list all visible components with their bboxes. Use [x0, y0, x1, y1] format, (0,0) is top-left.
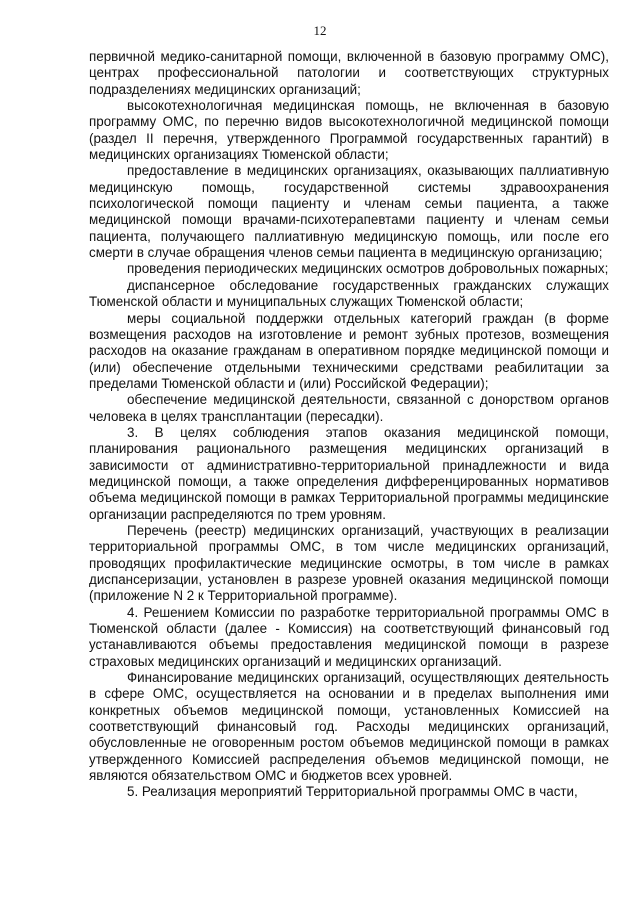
paragraph: высокотехнологичная медицинская помощь, не включенная в базовую программу ОМС, по перечню видов высокотехнологичной медицинской помощи (раздел II перечня, утвержденного Программой государственных гарантий) в медицинских организациях Тюменской области;: [89, 98, 609, 163]
paragraph: Финансирование медицинских организаций, осуществляющих деятельность в сфере ОМС, осуществляется на основании и в пределах выполнения ими конкретных объемов медицинской помощи, установленных Комиссией на соответствующий финансовый год. Расходы медицинских организаций, обусловленные не оговоренным ростом объемов медицинской помощи в рамках утвержденного Комиссией распределения объемов медицинской помощи, не являются обязательством ОМС и бюджетов всех уровней.: [89, 670, 609, 784]
page-number: 12: [313, 23, 327, 38]
paragraph: Перечень (реестр) медицинских организаций, участвующих в реализации территориальной программы ОМС, в том числе медицинских организаций, проводящих профилактические медицинские осмотры, в том числе в рамках диспансеризации, установлен в разрезе уровней оказания медицинской помощи (приложение N 2 к Территориальной программе).: [89, 522, 609, 604]
paragraph: предоставление в медицинских организациях, оказывающих паллиативную медицинскую помощь, государственной системы здравоохранения психологической помощи пациенту и членам семьи пациента, а также медицинской помощи врачами-психотерапевтами пациенту и членам семьи пациента, получающего паллиативную медицинскую помощь, или после его смерти в случае обращения членов семьи пациента в медицинскую организацию;: [89, 163, 609, 261]
document-body: [89, 49, 609, 801]
paragraph: 4. Решением Комиссии по разработке территориальной программы ОМС в Тюменской области (далее - Комиссия) на соответствующий финансовый год устанавливаются объемы предоставления медицинской помощи в разрезе страховых медицинских организаций и медицинских организаций.: [89, 604, 609, 669]
paragraph: диспансерное обследование государственных гражданских служащих Тюменской области и муниципальных служащих Тюменской области;: [89, 277, 609, 310]
paragraph: 3. В целях соблюдения этапов оказания медицинской помощи, планирования рационального размещения медицинских организаций в зависимости от административно-территориальной принадлежности и вида медицинской помощи, а также определения дифференцированных нормативов объема медицинской помощи в рамках Территориальной программы медицинские организации распределяются по трем уровням.: [89, 424, 609, 522]
paragraph: первичной медико-санитарной помощи, включенной в базовую программу ОМС), центрах профессиональной патологии и соответствующих структурных подразделениях медицинских организаций;: [89, 49, 609, 97]
paragraph: меры социальной поддержки отдельных категорий граждан (в форме возмещения расходов на изготовление и ремонт зубных протезов, возмещения расходов на оказание гражданам в оперативном порядке медицинской помощи и (или) обеспечение отдельными техническими средствами реабилитации за пределами Тюменской области и (или) Российской Федерации);: [89, 310, 609, 391]
paragraph: обеспечение медицинской деятельности, связанной с донорством органов человека в целях трансплантации (пересадки).: [89, 392, 609, 424]
paragraph: 5. Реализация мероприятий Территориальной программы ОМС в части,: [127, 784, 578, 800]
paragraph: проведения периодических медицинских осмотров добровольных пожарных;: [127, 261, 609, 277]
